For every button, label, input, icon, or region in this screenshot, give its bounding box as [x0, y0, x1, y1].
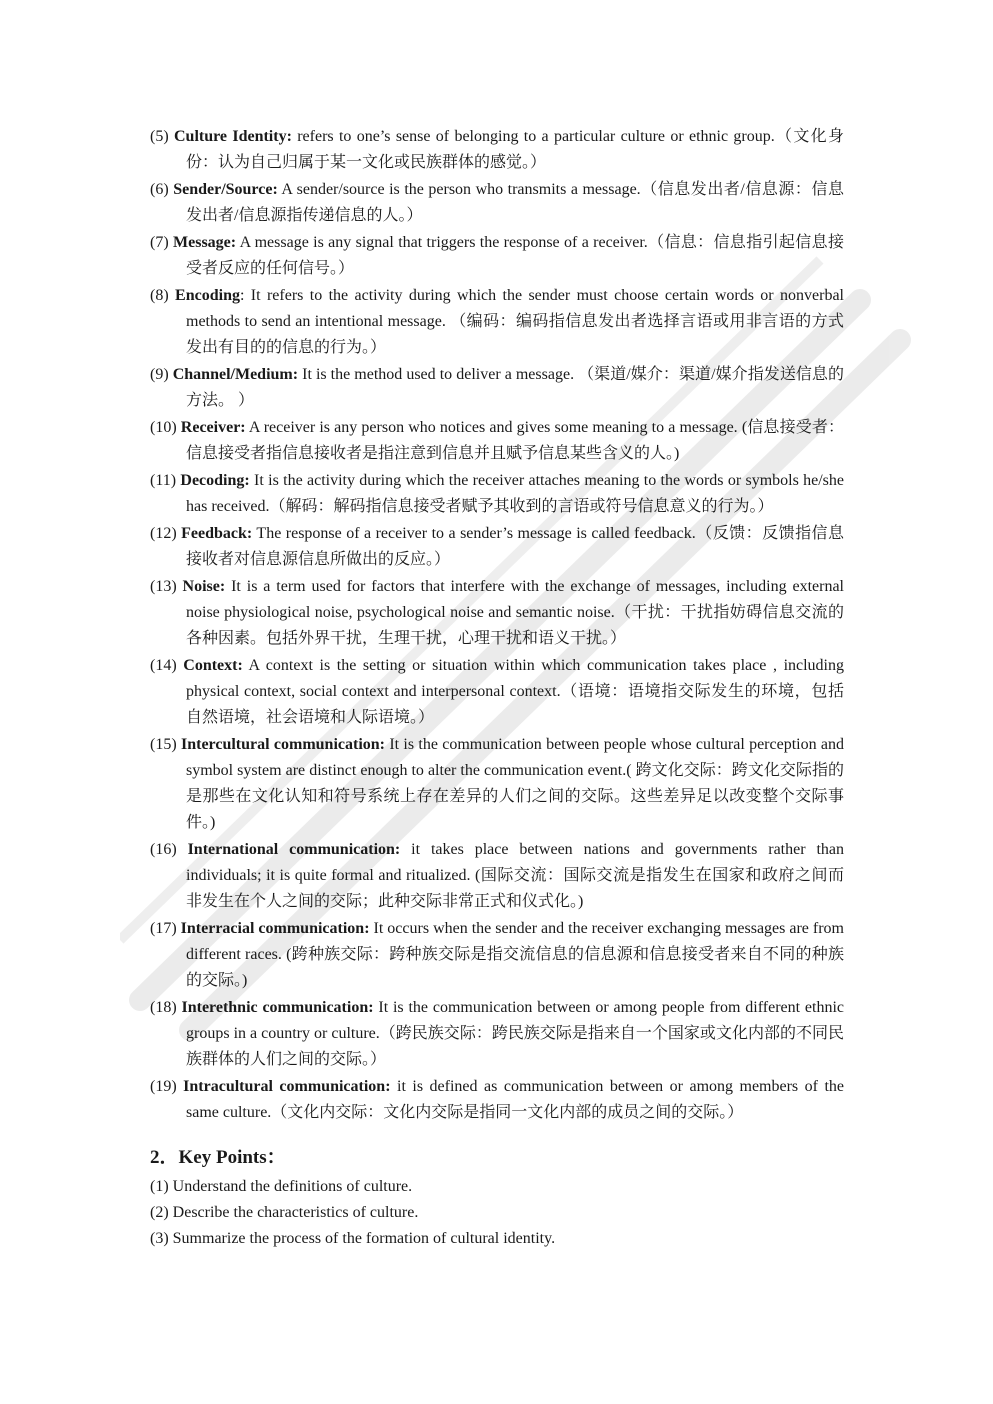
term-number: (9) [150, 366, 173, 383]
term-item [150, 177, 844, 229]
terms-list [150, 124, 844, 1126]
term-definition: It is the communication between or among people from different ethnic groups in a country or culture.（跨民族交际：跨民族交际是指来自一个国家或文化内部的不同民族群体的人们之间的交际。） [186, 999, 844, 1068]
term-item [150, 124, 844, 176]
term-number: (17) [150, 920, 181, 937]
key-point-item: (1) Understand the definitions of culture. [150, 1178, 413, 1195]
term-label: Message: [173, 234, 237, 251]
term-label: Intercultural communication: [180, 736, 385, 753]
term-number: (16) [150, 841, 188, 858]
term-label: Channel/Medium: [172, 366, 299, 383]
term-definition: it takes place between nations and governments rather than individuals; it is quite formal and ritualized. (国际交流：国际交流是指发生在国家和政府之间而非发生在个人之间的交际；此种交际非常正式和仪式化。) [186, 841, 845, 910]
term-item [150, 1074, 844, 1126]
term-definition: : It refers to the activity during which the sender must choose certain words or nonverbal methods to send an intentional message. （编码：编码指信息发出者选择言语或用非言语的方式发出有目的的信息的行为。） [186, 287, 844, 356]
term-number: (5) [150, 128, 174, 145]
term-definition: A context is the setting or situation within which communication takes place , including physical context, social context and interpersonal context.（语境：语境指交际发生的环境，包括自然语境，社会语境和人际语境。） [186, 657, 845, 726]
term-definition: It is the activity during which the receiver attaches meaning to the words or symbols he/she has received.（解码：解码指信息接受者赋予其收到的言语或符号信息意义的行为。） [186, 472, 845, 515]
term-item [150, 653, 844, 731]
document-page [150, 124, 844, 1252]
term-label: Interethnic communication: [181, 999, 374, 1016]
term-definition: A sender/source is the person who transmits a message.（信息发出者/信息源：信息发出者/信息源指传递信息的人。） [186, 181, 844, 224]
term-item [150, 283, 844, 361]
term-number: (18) [150, 999, 182, 1016]
term-number: (8) [150, 287, 176, 304]
term-number: (19) [150, 1078, 184, 1095]
term-item [150, 362, 844, 414]
term-definition: refers to one’s sense of belonging to a particular culture or ethnic group.（文化身份：认为自己归属于某一文化或民族群体的感觉。） [186, 128, 844, 171]
term-label: Context: [183, 657, 243, 674]
term-item [150, 916, 844, 994]
term-definition: A message is any signal that triggers the response of a receiver.（信息：信息指引起信息接受者反应的任何信号。） [186, 234, 844, 277]
term-definition: it is defined as communication between or among members of the same culture.（文化内交际：文化内交际是指同一文化内部的成员之间的交际。） [186, 1078, 845, 1121]
term-item [150, 468, 844, 520]
term-number: (12) [150, 525, 182, 542]
term-number: (14) [150, 657, 184, 674]
term-label: Feedback: [181, 525, 253, 542]
term-item [150, 230, 844, 282]
term-label: Intracultural communication: [183, 1078, 391, 1095]
term-label: Noise: [182, 578, 226, 595]
term-number: (6) [150, 181, 174, 198]
term-number: (10) [150, 419, 181, 436]
term-definition: It occurs when the sender and the receiver exchanging messages are from different races. (跨种族交际：跨种族交际是指交流信息的信息源和信息接受者来自不同的种族的交际。) [186, 920, 845, 989]
term-item [150, 574, 844, 652]
term-definition: A receiver is any person who notices and gives some meaning to a message. (信息接受者：信息接受者指信息接收者是指注意到信息并且赋予信息某些含义的人。) [186, 419, 844, 462]
term-number: (15) [150, 736, 181, 753]
term-label: Encoding [175, 287, 240, 304]
term-label: Receiver: [180, 419, 246, 436]
term-item [150, 837, 844, 915]
term-definition: The response of a receiver to a sender’s message is called feedback.（反馈：反馈指信息接收者对信息源信息所做出的反应。） [186, 525, 845, 568]
key-points-section [150, 1144, 844, 1252]
term-number: (11) [150, 472, 181, 489]
key-point-item: (3) Summarize the process of the formation of cultural identity. [150, 1230, 556, 1247]
term-number: (7) [150, 234, 174, 251]
term-label: Sender/Source: [173, 181, 278, 198]
term-definition: It is the communication between people whose cultural perception and symbol system are distinct enough to alter the communication event.( 跨文化交际：跨文化交际指的是那些在文化认知和符号系统上存在差异的人们之间的交际。这些差异足以改变整个交际事件。) [186, 736, 845, 831]
term-label: Interracial communication: [180, 920, 370, 937]
term-label: Culture Identity: [173, 128, 292, 145]
term-definition: It is a term used for factors that interfere with the exchange of messages, including external noise physiological noise, psychological noise and semantic noise.（干扰：干扰指妨碍信息交流的各种因素。包括外界干扰，生理干扰，心理干扰和语义干扰。） [186, 578, 845, 647]
key-point-item: (2) Describe the characteristics of culture. [150, 1204, 419, 1221]
term-label: Decoding: [180, 472, 250, 489]
term-number: (13) [150, 578, 183, 595]
term-definition: It is the method used to deliver a message. （渠道/媒介：渠道/媒介指发送信息的方法。 ） [186, 366, 844, 409]
term-item [150, 521, 844, 573]
term-item [150, 732, 844, 836]
term-item [150, 415, 844, 467]
term-label: International communication: [187, 841, 401, 858]
section-heading: 2．Key Points： [150, 1147, 286, 1168]
term-item [150, 995, 844, 1073]
